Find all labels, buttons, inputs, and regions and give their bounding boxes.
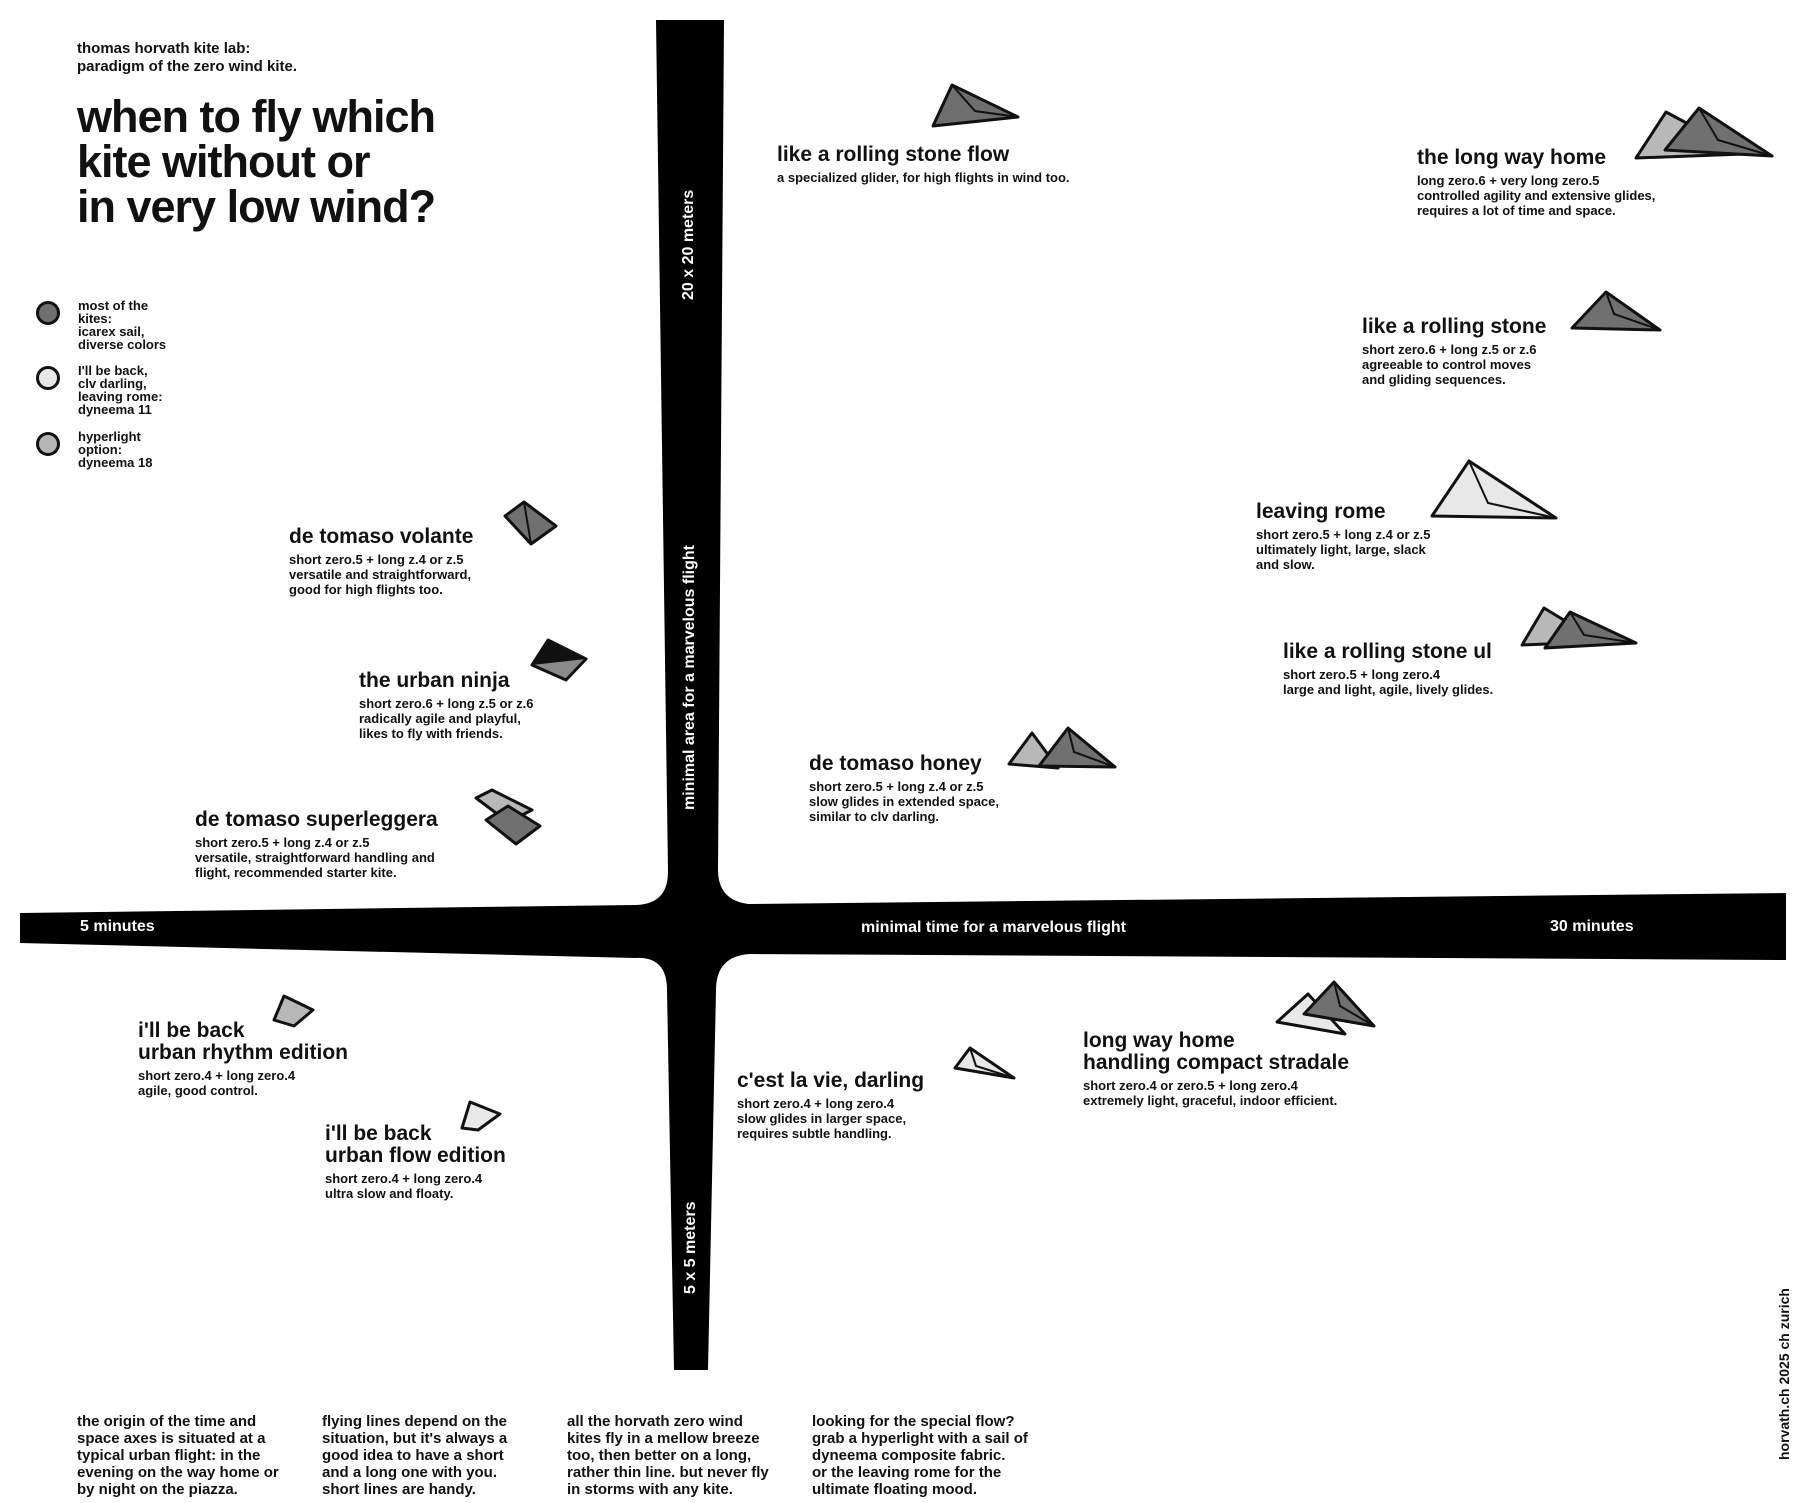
kite-icon-rolling-stone: [1572, 292, 1660, 330]
kite-label-rolling-stone-ul: [1283, 641, 1493, 697]
kite-desc: short zero.5 + long z.4 or z.5 slow glides in extended space, similar to clv darling.: [809, 779, 1000, 824]
kite-label-urban-ninja: [359, 670, 533, 741]
kite-name: i'll be back urban rhythm edition: [138, 1019, 348, 1064]
kite-desc: short zero.4 + long zero.4 ultra slow and floaty.: [325, 1171, 483, 1201]
kite-desc: short zero.5 + long z.4 or z.5 versatile and straightforward, good for high flights too.: [289, 552, 472, 597]
kite-name: i'll be back urban flow edition: [325, 1122, 506, 1167]
kite-desc: short zero.5 + long z.4 or z.5 versatile, straightforward handling and flight, recommended starter kite.: [195, 835, 435, 880]
kite-name: de tomaso honey: [809, 752, 982, 775]
vertical-axis: [20, 20, 1786, 1370]
kite-label-rolling-stone-flow: [777, 144, 1070, 185]
axis-x-left-label: 5 minutes: [80, 918, 155, 935]
kite-icon-de-tomaso-volante: [505, 502, 556, 544]
kite-desc: short zero.5 + long z.4 or z.5 ultimately light, large, slack and slow.: [1256, 527, 1431, 572]
axis-y-center-label: minimal area for a marvelous flight: [681, 545, 698, 810]
kite-label-rolling-stone: [1362, 316, 1546, 387]
kite-label-de-tomaso-superleggera: [195, 809, 438, 880]
kite-name: leaving rome: [1256, 500, 1386, 523]
kite-desc: a specialized glider, for high flights in wind too.: [777, 170, 1070, 185]
axis-y-top-label: 20 x 20 meters: [680, 189, 697, 300]
axis-x-right-label: 30 minutes: [1550, 918, 1634, 935]
footer-note-lines: flying lines depend on the situation, but it's always a good idea to have a short and a long one with you. short lines are handy.: [322, 1413, 508, 1498]
kite-desc: long zero.6 + very long zero.5 controlled agility and extensive glides, requires a lot of time and space.: [1417, 173, 1656, 218]
kite-label-ill-be-back-rhythm: [138, 1020, 348, 1098]
kite-icon-rolling-stone-flow: [933, 85, 1018, 126]
kite-icon-cest-la-vie: [955, 1048, 1014, 1078]
legend-label: hyperlight option: dyneema 18: [78, 429, 153, 470]
kite-label-de-tomaso-volante: [289, 526, 473, 597]
kite-label-de-tomaso-honey: [809, 753, 999, 824]
kite-icon-long-way-home: [1636, 108, 1772, 158]
kite-label-cest-la-vie: [737, 1070, 924, 1141]
kite-name: the long way home: [1417, 146, 1607, 169]
axis-x-center-label: minimal time for a marvelous flight: [861, 919, 1126, 936]
kite-desc: short zero.6 + long z.5 or z.6 radically agile and playful, likes to fly with friends.: [359, 696, 534, 741]
footer-note-origin: the origin of the time and space axes is situated at a typical urban flight: in the evening on the way home or by night on the piazza.: [77, 1413, 279, 1498]
kite-name: like a rolling stone: [1362, 315, 1547, 338]
legend-label: I'll be back, clv darling, leaving rome: dyneema 11: [78, 363, 163, 417]
kite-desc: short zero.4 or zero.5 + long zero.4 extremely light, graceful, indoor efficient.: [1083, 1078, 1338, 1108]
page-title: when to fly which kite without or in very low wind?: [77, 91, 436, 232]
kite-desc: short zero.4 + long zero.4 agile, good control.: [138, 1068, 296, 1098]
footer-note-hyperlight: looking for the special flow? grab a hyperlight with a sail of dyneema composite fabric. or the leaving rome for the ultimate floating mood.: [812, 1413, 1028, 1498]
axis-y-bottom-label: 5 x 5 meters: [682, 1201, 699, 1294]
kite-label-compact-stradale: [1083, 1030, 1349, 1108]
footer-note-breeze: all the horvath zero wind kites fly in a mellow breeze too, then better on a long, rather thin line. but never fly in storms with any kite.: [567, 1413, 769, 1498]
kite-label-ill-be-back-flow: [325, 1123, 506, 1201]
kite-label-long-way-home: [1417, 147, 1655, 218]
credit-text: horvath.ch 2025 ch zurich: [1776, 1288, 1792, 1460]
kite-name: long way home handling compact stradale: [1083, 1029, 1350, 1074]
kite-name: like a rolling stone ul: [1283, 640, 1492, 663]
kite-icon-de-tomaso-honey: [1009, 728, 1115, 768]
kite-icon-rolling-stone-ul: [1522, 608, 1636, 648]
header-subtitle: thomas horvath kite lab: paradigm of the zero wind kite.: [77, 40, 298, 75]
legend-label: most of the kites: icarex sail, diverse colors: [78, 298, 167, 352]
kite-desc: short zero.5 + long zero.4 large and light, agile, lively glides.: [1283, 667, 1494, 697]
kite-name: de tomaso volante: [289, 525, 474, 548]
kite-desc: short zero.6 + long z.5 or z.6 agreeable to control moves and gliding sequences.: [1362, 342, 1537, 387]
kite-name: the urban ninja: [359, 669, 510, 692]
kite-icon-compact-stradale: [1277, 982, 1374, 1034]
kite-icon-de-tomaso-superleggera: [476, 790, 540, 844]
kite-icon-urban-ninja: [532, 640, 586, 680]
kite-name: like a rolling stone flow: [777, 143, 1010, 166]
kite-label-leaving-rome: [1256, 501, 1430, 572]
kite-name: de tomaso superleggera: [195, 808, 438, 831]
kite-icon-leaving-rome: [1432, 461, 1556, 518]
kite-desc: short zero.4 + long zero.4 slow glides in larger space, requires subtle handling.: [737, 1096, 907, 1141]
kite-name: c'est la vie, darling: [737, 1069, 925, 1092]
